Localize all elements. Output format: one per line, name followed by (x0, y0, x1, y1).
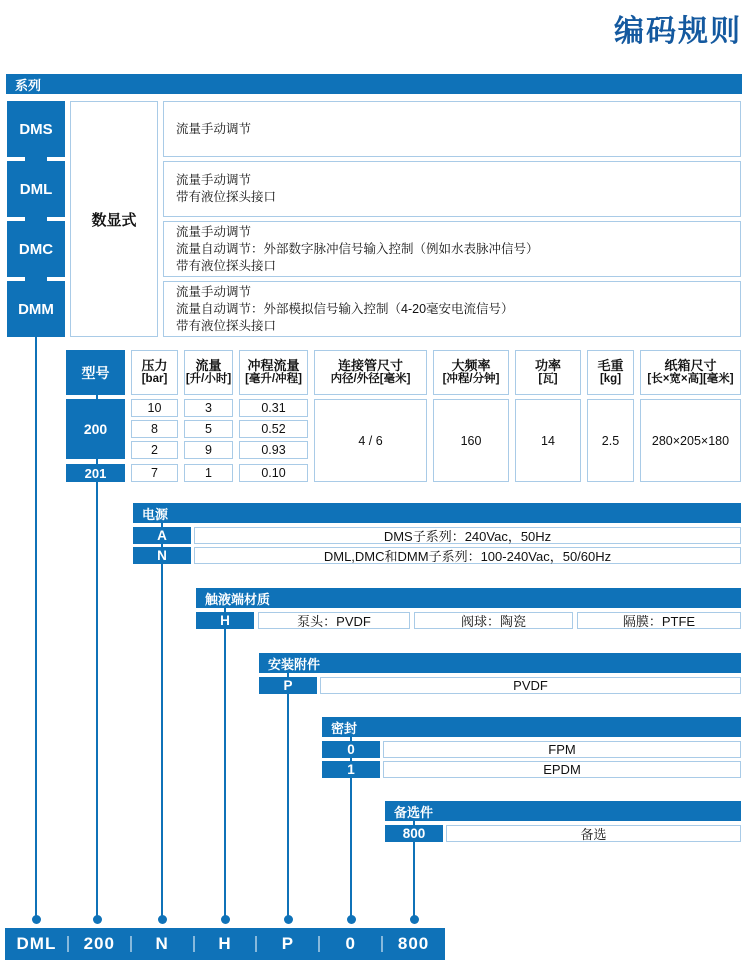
header-unit: [长×宽×高][毫米] (647, 373, 734, 386)
table-cell-carton-size: 280×205×180 (640, 399, 741, 482)
power-value-n: DML,DMC和DMM子系列：100-240Vac，50/60Hz (194, 547, 741, 564)
spec-header-model (66, 350, 125, 395)
header-unit: [毫升/冲程] (245, 373, 302, 386)
connector-dot (410, 915, 419, 924)
header-unit: [瓦] (538, 373, 558, 386)
connector-dot (158, 915, 167, 924)
seal-code-0: 0 (322, 741, 380, 758)
optional-section-header: 备选件 (385, 801, 741, 821)
desc-line: 流量手动调节 (176, 224, 252, 239)
header-text: 型号 (81, 364, 110, 381)
series-connector-tick (25, 277, 47, 281)
material-value-valve-ball: 阀球：陶瓷 (414, 612, 573, 629)
table-cell: 1 (184, 464, 233, 482)
header-unit: [kg] (599, 373, 622, 386)
mounting-section-header: 安装附件 (259, 653, 741, 673)
header-unit: [冲程/分钟] (442, 373, 500, 386)
table-cell: 9 (184, 441, 233, 459)
table-cell-gross-weight: 2.5 (587, 399, 634, 482)
optional-value: 备选 (446, 825, 741, 842)
desc-line: 流量自动调节：外部模拟信号输入控制（4-20毫安电流信号） (176, 301, 514, 316)
desc-line: 流量手动调节 (176, 173, 252, 187)
code-segment-mounting: P (256, 928, 319, 960)
material-value-pump-head: 泵头：PVDF (258, 612, 410, 629)
spec-header-carton-size (640, 350, 741, 395)
header-unit: 内径/外径[毫米] (330, 373, 411, 386)
seal-section-header: 密封 (322, 717, 741, 737)
connector-line-power (161, 522, 163, 916)
spec-header-gross-weight (587, 350, 634, 395)
header-text: 流量 (195, 357, 222, 373)
spec-header-max-frequency (433, 350, 509, 395)
table-cell: 2 (131, 441, 178, 459)
header-text: 压力 (141, 357, 168, 373)
header-unit: [bar] (141, 373, 168, 386)
mounting-value: PVDF (320, 677, 741, 694)
table-cell: 0.52 (239, 420, 308, 438)
series-group-label-text: 数显式 (91, 211, 137, 229)
series-code-dmc: DMC (7, 221, 65, 277)
header-text: 功率 (534, 357, 561, 373)
optional-code-800: 800 (385, 825, 443, 842)
table-cell-power: 14 (515, 399, 581, 482)
series-connector-tick (25, 217, 47, 221)
connector-dot (93, 915, 102, 924)
mounting-code-p: P (259, 677, 317, 694)
desc-line: 流量手动调节 (176, 284, 252, 299)
series-code-dmm: DMM (7, 281, 65, 337)
header-text: 连接管尺寸 (337, 357, 403, 373)
spec-header-stroke-flow (239, 350, 308, 395)
spec-header-power (515, 350, 581, 395)
connector-dot (347, 915, 356, 924)
table-cell: 0.10 (239, 464, 308, 482)
spec-header-flow (184, 350, 233, 395)
table-cell: 3 (184, 399, 233, 417)
header-text: 冲程流量 (247, 357, 300, 373)
series-code-dms: DMS (7, 101, 65, 157)
header-text: 纸箱尺寸 (664, 357, 717, 373)
series-desc-dmc (163, 221, 741, 277)
power-value-a: DMS子系列：240Vac，50Hz (194, 527, 741, 544)
table-cell: 0.31 (239, 399, 308, 417)
code-segment-model: 200 (68, 928, 131, 960)
header-unit: [升/小时] (185, 373, 232, 386)
header-text: 毛重 (597, 357, 624, 373)
seal-value-epdm: EPDM (383, 761, 741, 778)
desc-line: 流量自动调节：外部数字脉冲信号输入控制（例如水表脉冲信号） (176, 241, 539, 256)
seal-value-fpm: FPM (383, 741, 741, 758)
connector-dot (284, 915, 293, 924)
code-segment-material: H (194, 928, 257, 960)
table-cell: 5 (184, 420, 233, 438)
example-code-bar (5, 928, 445, 960)
series-desc-dml (163, 161, 741, 217)
code-segment-optional: 800 (382, 928, 445, 960)
table-cell: 8 (131, 420, 178, 438)
series-desc-dms (163, 101, 741, 157)
code-segment-seal: 0 (319, 928, 382, 960)
table-cell-max-frequency: 160 (433, 399, 509, 482)
model-cell-201: 201 (66, 464, 125, 482)
table-cell-pipe-size: 4 / 6 (314, 399, 427, 482)
table-cell: 0.93 (239, 441, 308, 459)
connector-dot (32, 915, 41, 924)
power-section-header: 电源 (133, 503, 741, 523)
power-code-n: N (133, 547, 191, 564)
series-code-dml: DML (7, 161, 65, 217)
connector-line-mounting (287, 672, 289, 916)
desc-line: 带有液位探头接口 (176, 258, 277, 273)
code-segment-series: DML (16, 934, 57, 953)
material-value-diaphragm: 隔膜：PTFE (577, 612, 741, 629)
model-cell-200: 200 (66, 399, 125, 459)
desc-line: 带有液位探头接口 (176, 190, 277, 204)
table-cell: 10 (131, 399, 178, 417)
header-text: 大频率 (451, 357, 491, 373)
series-desc-dmm (163, 281, 741, 337)
table-cell: 7 (131, 464, 178, 482)
code-segment-power: N (131, 928, 194, 960)
power-code-a: A (133, 527, 191, 544)
material-section-header: 触液端材质 (196, 588, 741, 608)
series-connector-tick (25, 157, 47, 161)
material-code-h: H (196, 612, 254, 629)
seal-code-1: 1 (322, 761, 380, 778)
spec-header-pipe-size (314, 350, 427, 395)
desc-line: 流量手动调节 (176, 121, 252, 136)
connector-dot (221, 915, 230, 924)
connector-line-material (224, 606, 226, 916)
series-section-header: 系列 (6, 74, 742, 94)
desc-line: 带有液位探头接口 (176, 318, 277, 333)
series-group-label (70, 101, 158, 337)
page-title: 编码规则 (614, 15, 742, 48)
spec-header-pressure (131, 350, 178, 395)
